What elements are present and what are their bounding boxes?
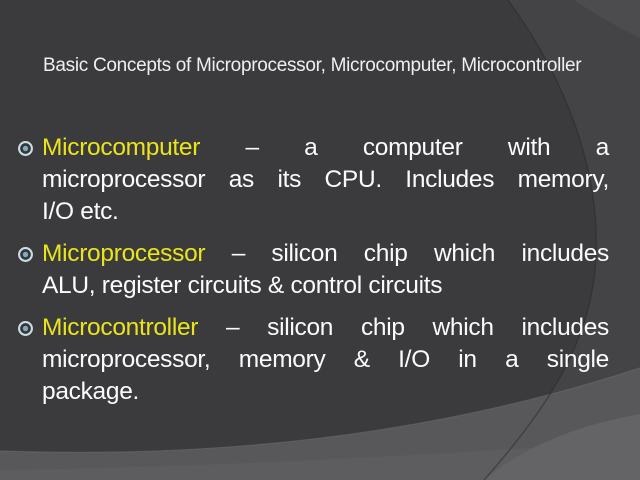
bullet-item-microcomputer bbox=[42, 132, 609, 228]
slide-title: Basic Concepts of Microprocessor, Microcomputer, Microcontroller bbox=[43, 55, 582, 76]
bullet-keyword: Microcontroller bbox=[42, 314, 199, 341]
bullet-text: – silicon chip which includes bbox=[231, 240, 609, 267]
bullet-icon bbox=[17, 246, 34, 263]
bullet-icon bbox=[17, 320, 34, 337]
bullet-line: ALU, register circuits & control circuits bbox=[42, 272, 443, 299]
bullet-icon bbox=[17, 140, 34, 157]
bullet-line: package. bbox=[42, 378, 140, 405]
bullet-line: microprocessor, memory & I/O in a single bbox=[42, 346, 609, 373]
bullet-line bbox=[42, 238, 609, 270]
bullet-list bbox=[42, 132, 609, 418]
bullet-line: I/O etc. bbox=[42, 198, 119, 225]
bullet-item-microcontroller bbox=[42, 312, 609, 408]
bullet-keyword: Microprocessor bbox=[42, 240, 206, 267]
bullet-text: – silicon chip which includes bbox=[226, 314, 609, 341]
bullet-line bbox=[42, 312, 609, 344]
bullet-text: – a computer with a bbox=[245, 134, 609, 161]
bullet-keyword: Microcomputer bbox=[42, 134, 201, 161]
bullet-item-microprocessor bbox=[42, 238, 609, 302]
bullet-line: microprocessor as its CPU. Includes memory, bbox=[42, 166, 609, 193]
bullet-line bbox=[42, 132, 609, 164]
